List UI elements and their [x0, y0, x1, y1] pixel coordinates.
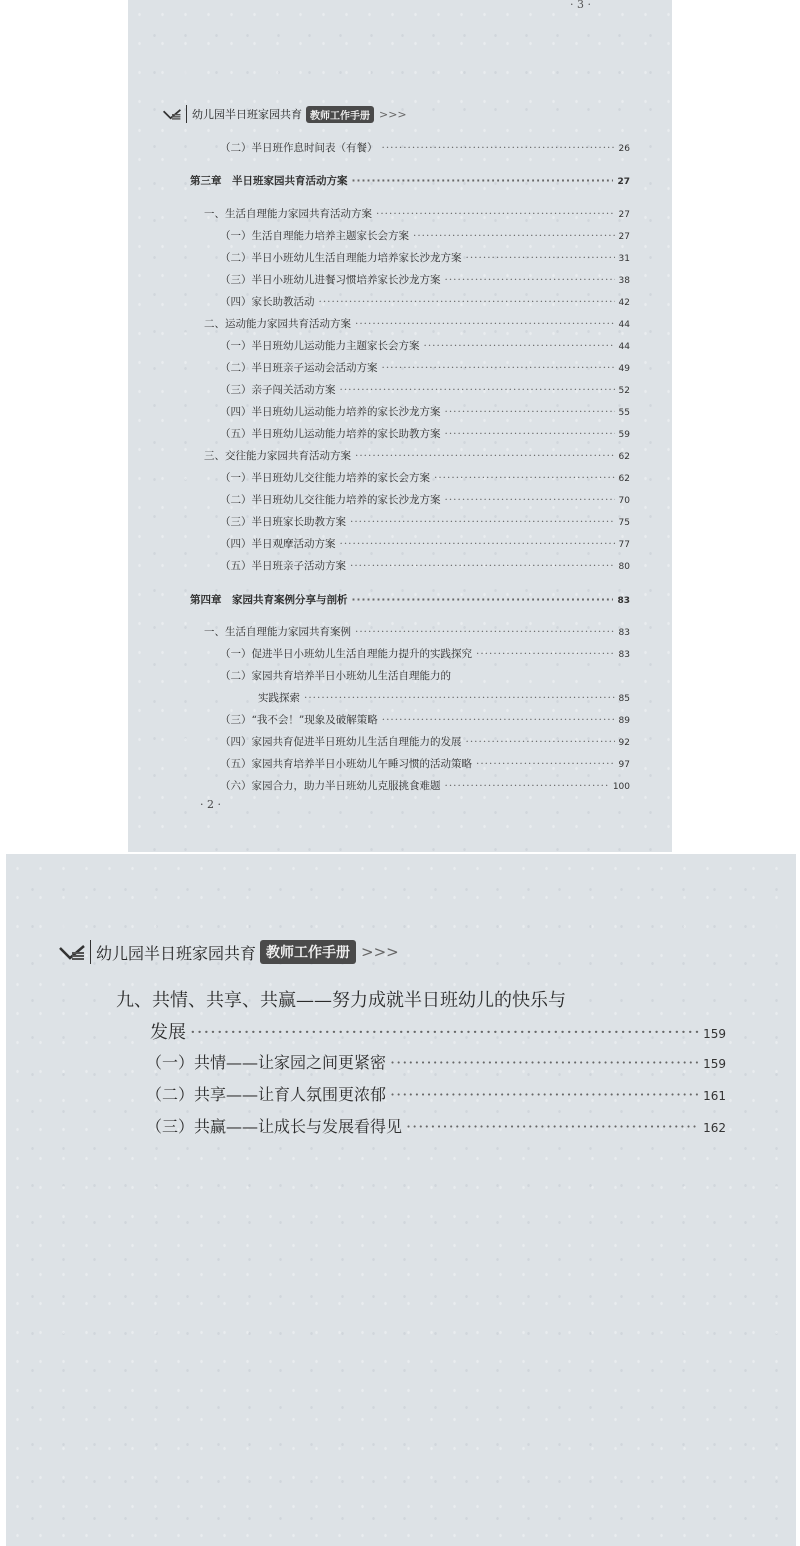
toc-entry: （五）半日班亲子活动方案 ····· 80	[220, 558, 630, 573]
book-logo-icon	[58, 942, 86, 962]
toc-entry: （四）家长助教活动 ····· 42	[220, 294, 630, 309]
header-divider	[186, 105, 187, 123]
toc-section: 九、共情、共享、共赢——努力成就半日班幼儿的快乐与	[116, 990, 566, 1011]
toc-entry: （四）半日班幼儿运动能力培养的家长沙龙方案 ····· 55	[220, 404, 630, 419]
toc-entry: （三）半日班家长助教方案 ····· 75	[220, 514, 630, 529]
toc-entry: （三）亲子闯关活动方案 ····· 52	[220, 382, 630, 397]
header-title: 幼儿园半日班家园共育	[96, 943, 257, 963]
toc-entry: （四）家园共育促进半日班幼儿生活自理能力的发展 ····· 92	[220, 734, 630, 749]
toc-page-upper	[128, 0, 672, 852]
toc-entry: （一）半日班幼儿运动能力主题家长会方案 ····· 44	[220, 338, 630, 353]
toc-entry: （一）生活自理能力培养主题家长会方案 ····· 27	[220, 228, 630, 243]
toc-section: 三、交往能力家园共育活动方案 ····· 62	[204, 448, 630, 463]
toc-entry: （二）家园共育培养半日小班幼儿生活自理能力的	[220, 670, 451, 682]
toc-entry: （一）促进半日小班幼儿生活自理能力提升的实践探究 ····· 83	[220, 646, 630, 661]
toc-entry: （二）半日班作息时间表（有餐） ····· 26	[220, 140, 630, 155]
toc-entry: （三）“我不会！”现象及破解策略 ····· 89	[220, 712, 630, 727]
toc-section: 一、生活自理能力家园共育案例 ····· 83	[204, 624, 630, 639]
toc-section-continued: 发展 ····· 159	[150, 1018, 726, 1044]
book-logo-icon	[162, 107, 182, 121]
running-header	[58, 938, 399, 966]
toc-section: 一、生活自理能力家园共育活动方案 ····· 27	[204, 206, 630, 221]
toc-entry: （三）半日小班幼儿进餐习惯培养家长沙龙方案 ····· 38	[220, 272, 630, 287]
toc-entry: （五）半日班幼儿运动能力培养的家长助教方案 ····· 59	[220, 426, 630, 441]
toc-entry: （六）家园合力，助力半日班幼儿克服挑食难题 ····· 100	[220, 778, 630, 793]
header-badge: 教师工作手册	[306, 106, 374, 123]
running-header	[162, 104, 407, 124]
toc-entry: （一）共情——让家园之间更紧密 ····· 159	[146, 1050, 726, 1073]
header-badge: 教师工作手册	[260, 940, 356, 964]
page-number-top: · 3 ·	[570, 0, 591, 11]
toc-chapter: 第三章 半日班家园共育活动方案 ····· 27	[190, 173, 630, 188]
toc-entry: （三）共赢——让成长与发展看得见 ····· 162	[146, 1114, 726, 1137]
page-number-bottom: · 2 ·	[200, 798, 221, 811]
toc-entry: （二）半日班幼儿交往能力培养的家长沙龙方案 ····· 70	[220, 492, 630, 507]
toc-entry: （二）半日班亲子运动会活动方案 ····· 49	[220, 360, 630, 375]
toc-page-lower	[6, 854, 796, 1546]
toc-entry: （一）半日班幼儿交往能力培养的家长会方案 ····· 62	[220, 470, 630, 485]
toc-section: 二、运动能力家园共育活动方案 ····· 44	[204, 316, 630, 331]
toc-entry: （五）家园共育培养半日小班幼儿午睡习惯的活动策略 ····· 97	[220, 756, 630, 771]
toc-entry: （二）共享——让育人氛围更浓郁 ····· 161	[146, 1082, 726, 1105]
header-title: 幼儿园半日班家园共育	[192, 108, 302, 121]
header-chevrons: >>>	[379, 107, 407, 121]
header-divider	[90, 940, 91, 964]
toc-entry: （二）半日小班幼儿生活自理能力培养家长沙龙方案 ····· 31	[220, 250, 630, 265]
toc-entry: （四）半日观摩活动方案 ····· 77	[220, 536, 630, 551]
header-chevrons: >>>	[361, 943, 399, 961]
toc-chapter: 第四章 家园共育案例分享与剖析 ····· 83	[190, 592, 630, 607]
toc-entry-continued: 实践探索 ····· 85	[258, 690, 630, 705]
